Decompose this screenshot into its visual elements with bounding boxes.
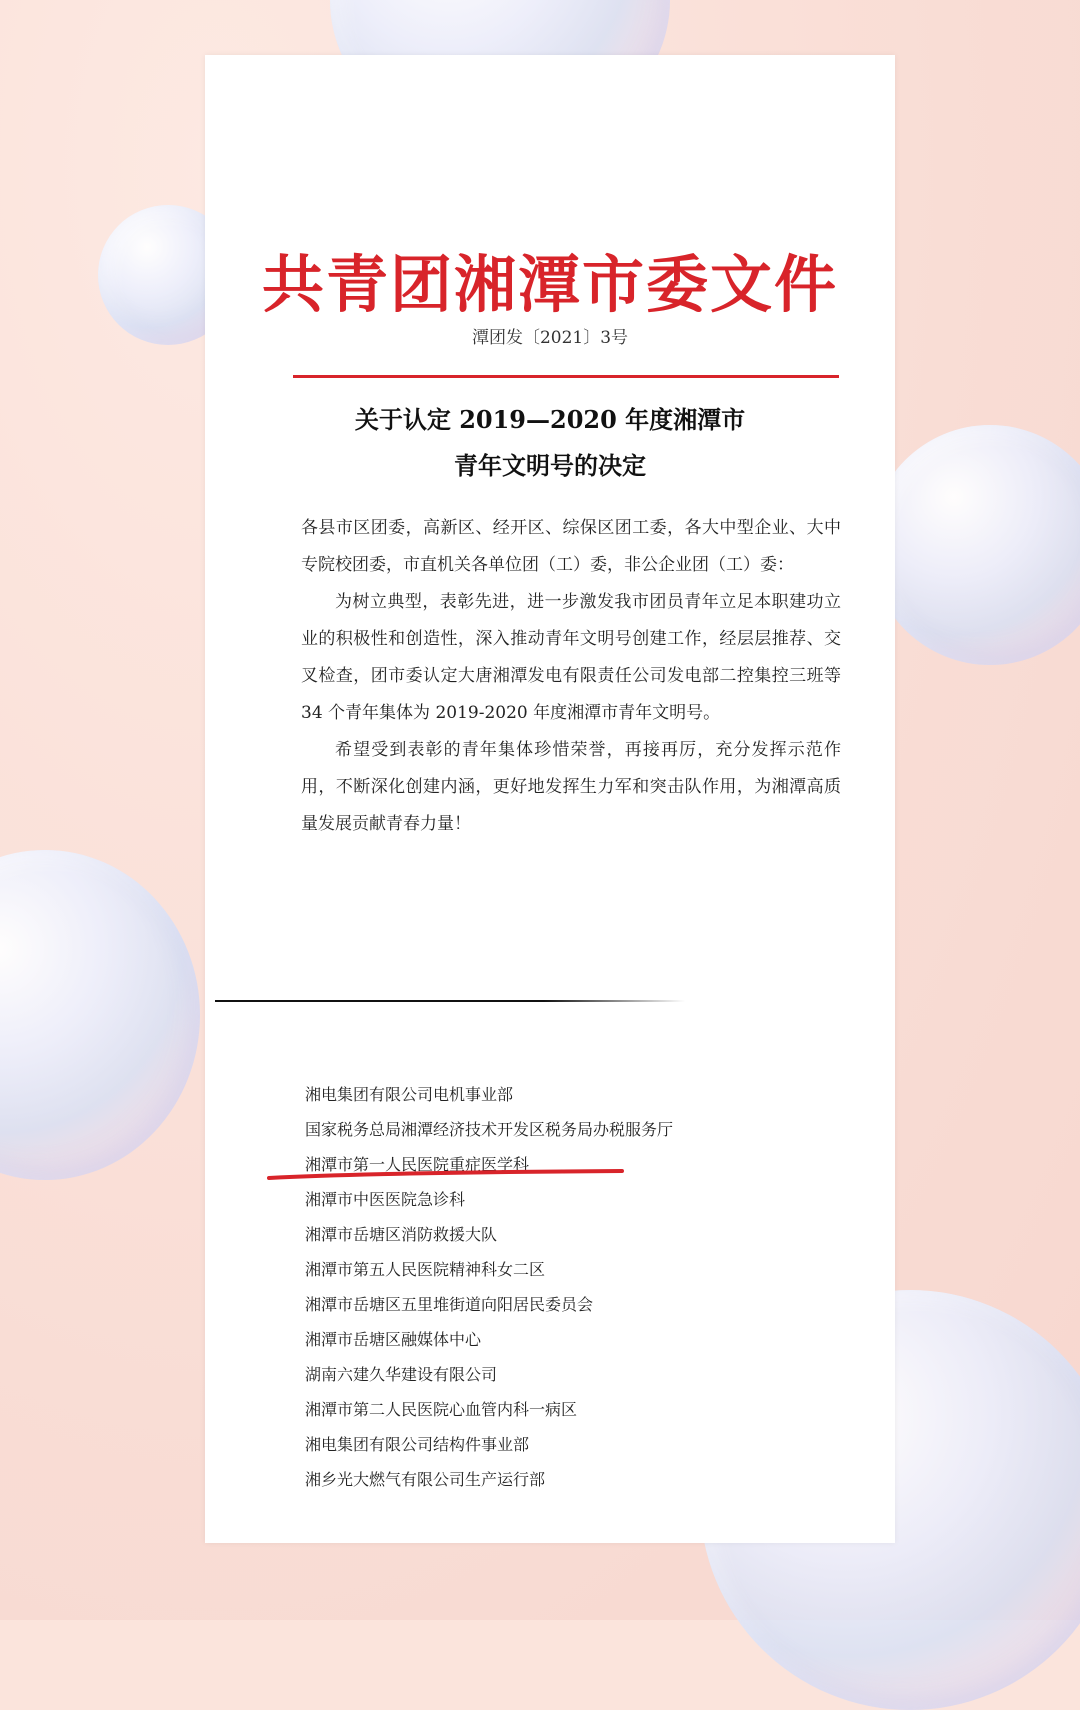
red-divider bbox=[293, 375, 839, 378]
list-item: 湘乡光大燃气有限公司生产运行部 bbox=[305, 1470, 546, 1489]
list-item: 湖南六建久华建设有限公司 bbox=[305, 1365, 498, 1384]
list-item: 湘电集团有限公司结构件事业部 bbox=[305, 1435, 530, 1454]
addressee-paragraph: 各县市区团委，高新区、经开区、综保区团工委，各大中型企业、大中专院校团委，市直机关各单位团（工）委，非公企业团（工）委： bbox=[301, 518, 841, 575]
document-title-line-2: 青年文明号的决定 bbox=[454, 451, 646, 480]
document-page bbox=[205, 55, 895, 1543]
list-item: 湘潭市中医医院急诊科 bbox=[305, 1190, 466, 1209]
document-title-line-1: 关于认定 2019—2020 年度湘潭市 bbox=[354, 405, 746, 434]
document-number: 潭团发〔2021〕3号 bbox=[471, 328, 629, 348]
body-paragraph: 为树立典型，表彰先进，进一步激发我市团员青年立足本职建功立业的积极性和创造性，深入推动青年文明号创建工作，经层层推荐、交叉检查，团市委认定大唐湘潭发电有限责任公司发电部二控集控三班等 34 个青年集体为 2019-2020 年度湘潭市青年文明号。 bbox=[301, 592, 841, 723]
list-item: 湘潭市岳塘区融媒体中心 bbox=[305, 1330, 482, 1349]
list-item: 湘潭市第五人民医院精神科女二区 bbox=[305, 1260, 546, 1279]
list-item: 国家税务总局湘潭经济技术开发区税务局办税服务厅 bbox=[305, 1120, 674, 1139]
section-divider bbox=[215, 1000, 685, 1002]
list-item: 湘电集团有限公司电机事业部 bbox=[305, 1085, 514, 1104]
list-item: 湘潭市岳塘区消防救援大队 bbox=[305, 1225, 498, 1244]
body-paragraph: 希望受到表彰的青年集体珍惜荣誉，再接再厉，充分发挥示范作用，不断深化创建内涵，更好地发挥生力军和突击队作用，为湘潭高质量发展贡献青春力量！ bbox=[301, 740, 841, 834]
list-item-highlighted: 湘潭市第一人民医院重症医学科 bbox=[305, 1155, 530, 1174]
honoree-list bbox=[305, 1077, 673, 1497]
document-body bbox=[301, 510, 841, 843]
list-item: 湘潭市第二人民医院心血管内科一病区 bbox=[305, 1400, 578, 1419]
document-title bbox=[205, 397, 895, 489]
handdrawn-red-underline bbox=[267, 1168, 627, 1182]
document-header-title: 共青团湘潭市委文件 bbox=[261, 248, 838, 321]
list-item: 湘潭市岳塘区五里堆街道向阳居民委员会 bbox=[305, 1295, 594, 1314]
